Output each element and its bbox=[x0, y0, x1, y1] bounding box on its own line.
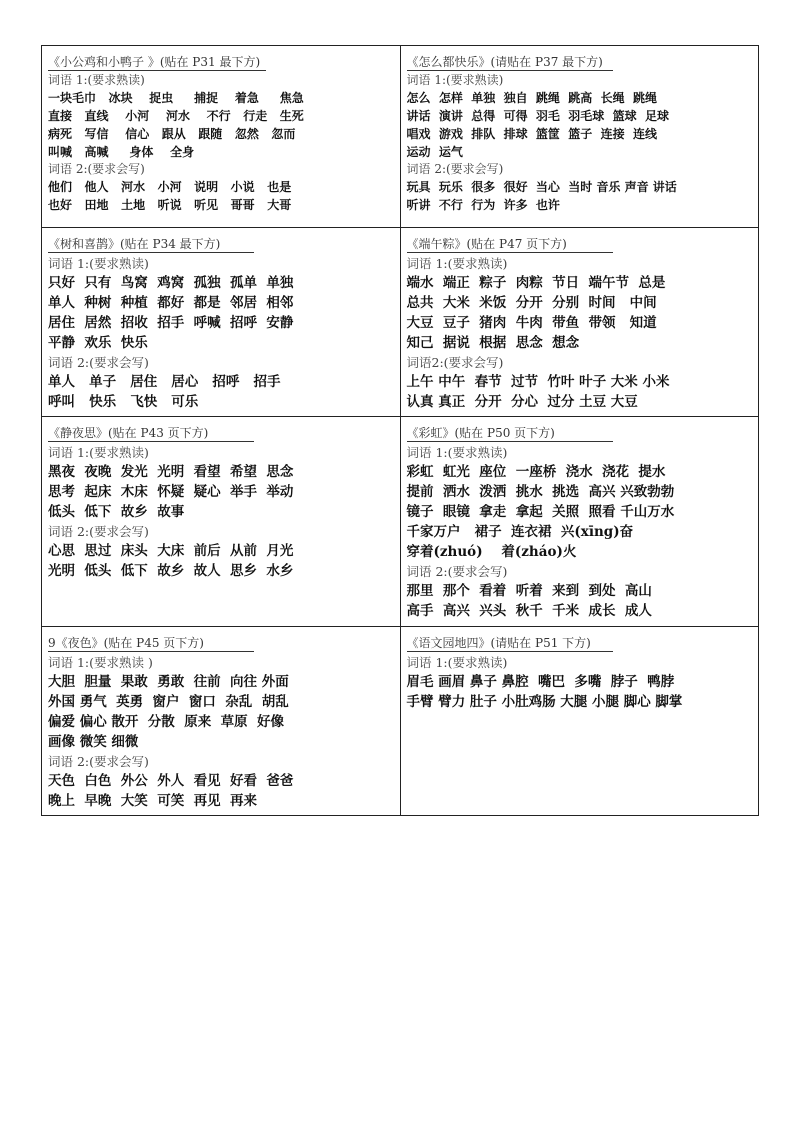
word-line: 知己 据说 根据 思念 想念 bbox=[406, 335, 580, 351]
section-label: 词语 1:(要求熟读) bbox=[48, 256, 149, 271]
word-line: 总共 大米 米饭 分开 分别 时间 中间 bbox=[406, 295, 657, 311]
word-line: 偏爱 偏心 散开 分散 原来 草原 好像 bbox=[48, 714, 284, 730]
word-line: 眉毛 画眉 鼻子 鼻腔 嘴巴 多嘴 脖子 鸭脖 bbox=[406, 674, 675, 690]
section-label: 词语 1:(要求熟读) bbox=[406, 445, 508, 460]
word-line: 千家万户 裙子 连衣裙 兴(xīng)奋 bbox=[406, 524, 634, 540]
vocabulary-sheet bbox=[41, 45, 759, 816]
word-line: 光明 低头 低下 故乡 故人 思乡 水乡 bbox=[48, 563, 294, 579]
vocabulary-table bbox=[41, 45, 759, 816]
word-line: 一块毛巾 冰块 捉虫 捕捉 着急 焦急 bbox=[48, 91, 304, 105]
word-line: 外国 勇气 英勇 窗户 窗口 杂乱 胡乱 bbox=[48, 694, 289, 710]
lesson-title: 9《夜色》(贴在 P45 页下方) bbox=[48, 636, 254, 652]
word-line: 彩虹 虹光 座位 一座桥 浇水 浇花 提水 bbox=[406, 464, 666, 480]
word-line: 提前 洒水 泼洒 挑水 挑选 高兴 兴致勃勃 bbox=[406, 484, 675, 500]
cell-lesson-5 bbox=[42, 417, 401, 627]
word-line: 也好 田地 土地 听说 听见 哥哥 大哥 bbox=[48, 198, 292, 212]
section-label: 词语 2:(要求会写) bbox=[48, 162, 145, 176]
cell-lesson-6 bbox=[400, 417, 759, 627]
cell-lesson-4 bbox=[400, 228, 759, 417]
word-line: 听讲 不行 行为 许多 也许 bbox=[406, 198, 560, 212]
word-line: 低头 低下 故乡 故事 bbox=[48, 504, 185, 520]
word-line: 唱戏 游戏 排队 排球 篮筐 篮子 连接 连线 bbox=[406, 127, 657, 141]
word-line: 单人 单子 居住 居心 招呼 招手 bbox=[48, 374, 281, 390]
word-line: 高手 高兴 兴头 秋千 千米 成长 成人 bbox=[406, 603, 652, 619]
word-line: 居住 居然 招收 招手 呼喊 招呼 安静 bbox=[48, 315, 294, 331]
word-line: 讲话 演讲 总得 可得 羽毛 羽毛球 篮球 足球 bbox=[406, 109, 669, 123]
word-line: 平静 欢乐 快乐 bbox=[48, 335, 148, 351]
section-label: 词语 1:(要求熟读) bbox=[48, 73, 145, 87]
lesson-title: 《端午粽》(贴在 P47 页下方) bbox=[407, 237, 613, 253]
cell-lesson-3 bbox=[42, 228, 401, 417]
lesson-title: 《语文园地四》(请贴在 P51 下方) bbox=[407, 636, 613, 652]
word-line: 那里 那个 看着 听着 来到 到处 高山 bbox=[406, 583, 652, 599]
word-line: 手臂 臂力 肚子 小肚鸡肠 大腿 小腿 脚心 脚掌 bbox=[406, 694, 683, 710]
word-line: 叫喊 高喊 身体 全身 bbox=[48, 145, 195, 159]
word-line: 画像 微笑 细微 bbox=[48, 734, 139, 750]
section-label: 词语 1:(要求熟读) bbox=[406, 256, 508, 271]
word-line: 晚上 早晚 大笑 可笑 再见 再来 bbox=[48, 793, 257, 809]
lesson-title: 《树和喜鹊》(贴在 P34 最下方) bbox=[48, 237, 254, 253]
lesson-title: 《小公鸡和小鸭子 》(贴在 P31 最下方) bbox=[48, 55, 266, 71]
section-label: 词语 1:(要求熟读) bbox=[406, 73, 504, 87]
word-line: 运动 运气 bbox=[406, 145, 463, 159]
section-label: 词语 1:(要求熟读) bbox=[48, 445, 149, 460]
word-line: 天色 白色 外公 外人 看见 好看 爸爸 bbox=[48, 773, 294, 789]
word-line: 端水 端正 粽子 肉粽 节日 端午节 总是 bbox=[406, 275, 666, 291]
word-line: 直接 直线 小河 河水 不行 行走 生死 bbox=[48, 109, 304, 123]
section-label: 词语 1:(要求熟读 ) bbox=[48, 655, 153, 670]
word-line: 大豆 豆子 猪肉 牛肉 带鱼 带领 知道 bbox=[406, 315, 657, 331]
word-line: 心思 思过 床头 大床 前后 从前 月光 bbox=[48, 543, 294, 559]
word-line: 思考 起床 木床 怀疑 疑心 举手 举动 bbox=[48, 484, 294, 500]
word-line: 镜子 眼镜 拿走 拿起 关照 照看 千山万水 bbox=[406, 504, 675, 520]
word-line: 玩具 玩乐 很多 很好 当心 当时 音乐 声音 讲话 bbox=[406, 180, 677, 194]
word-line: 认真 真正 分开 分心 过分 土豆 大豆 bbox=[406, 394, 638, 410]
word-line: 黑夜 夜晚 发光 光明 看望 希望 思念 bbox=[48, 464, 294, 480]
word-line: 呼叫 快乐 飞快 可乐 bbox=[48, 394, 199, 410]
word-line: 只好 只有 鸟窝 鸡窝 孤独 孤单 单独 bbox=[48, 275, 294, 291]
section-label: 词语 2:(要求会写) bbox=[48, 754, 149, 769]
lesson-title: 《怎么都快乐》(请贴在 P37 最下方) bbox=[407, 55, 613, 71]
cell-lesson-2 bbox=[400, 46, 759, 228]
lesson-title: 《静夜思》(贴在 P43 页下方) bbox=[48, 426, 254, 442]
lesson-title: 《彩虹》(贴在 P50 页下方) bbox=[407, 426, 613, 442]
cell-lesson-8 bbox=[400, 627, 759, 816]
word-line: 穿着(zhuó) 着(zháo)火 bbox=[406, 544, 577, 560]
section-label: 词语 1:(要求熟读) bbox=[406, 655, 508, 670]
section-label: 词语 2:(要求会写) bbox=[48, 524, 149, 539]
section-label: 词语 2:(要求会写) bbox=[48, 355, 149, 370]
cell-lesson-1 bbox=[42, 46, 401, 228]
word-line: 怎么 怎样 单独 独自 跳绳 跳高 长绳 跳绳 bbox=[406, 91, 657, 105]
section-label: 词语 2:(要求会写) bbox=[406, 162, 504, 176]
section-label: 词语 2:(要求会写) bbox=[406, 564, 508, 579]
word-line: 单人 种树 种植 都好 都是 邻居 相邻 bbox=[48, 295, 294, 311]
cell-lesson-7 bbox=[42, 627, 401, 816]
word-line: 病死 写信 信心 跟从 跟随 忽然 忽而 bbox=[48, 127, 296, 141]
word-line: 上午 中午 春节 过节 竹叶 叶子 大米 小米 bbox=[406, 374, 670, 390]
section-label: 词语2:(要求会写) bbox=[406, 355, 504, 370]
word-line: 他们 他人 河水 小河 说明 小说 也是 bbox=[48, 180, 292, 194]
word-line: 大胆 胆量 果敢 勇敢 往前 向往 外面 bbox=[48, 674, 289, 690]
